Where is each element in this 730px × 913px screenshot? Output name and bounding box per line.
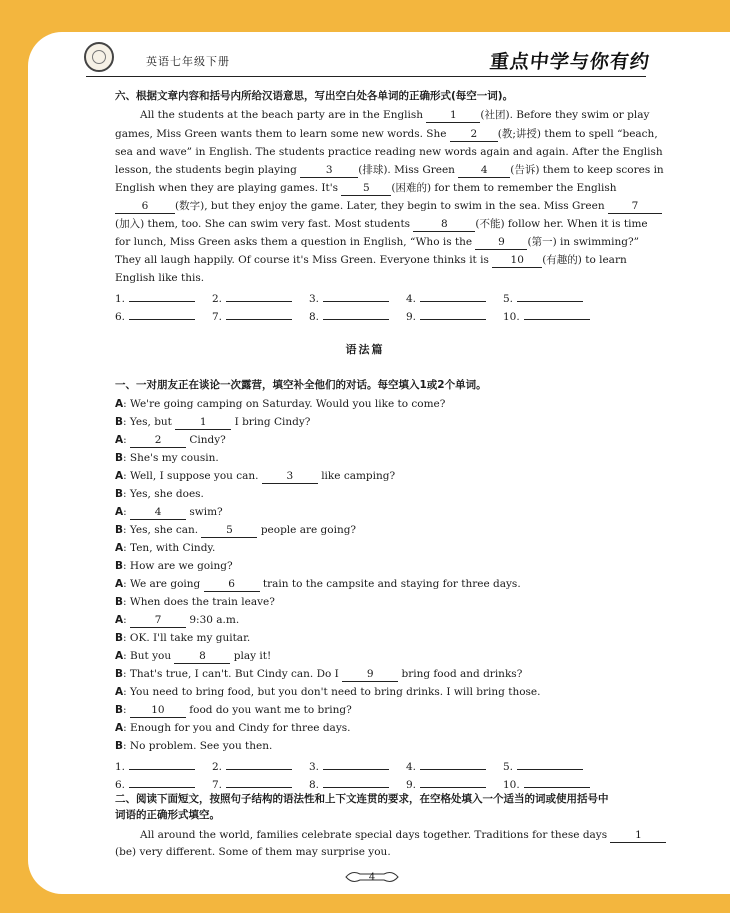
dialog-line-14 (115, 631, 655, 646)
dialog-text: You need to bring food, but you don't need to bring drinks. I will bring those. (130, 686, 541, 698)
speaker-label: A (115, 470, 124, 482)
dialog-text: like camping? (317, 470, 396, 482)
speaker-label: A (115, 578, 124, 590)
dialog-blank-8[interactable]: 8 (174, 650, 230, 664)
speaker-label: B (115, 632, 124, 644)
speaker-label: B (115, 560, 124, 572)
dialog-text: Enough for you and Cindy for three days. (130, 722, 351, 734)
speaker-label: A (115, 614, 124, 626)
section6-line-4 (115, 163, 664, 178)
speaker-colon: : (123, 650, 131, 662)
dialog-line-4 (115, 451, 655, 466)
dialog-text: How are we going? (129, 560, 233, 572)
dialog-line-16 (115, 667, 655, 682)
answer-slot (406, 307, 486, 323)
dialog-text: Yes, but (129, 416, 176, 428)
answer-slot (309, 757, 389, 773)
answer-blank[interactable] (323, 775, 389, 788)
answer-slot (309, 289, 389, 305)
speaker-colon: : (123, 470, 131, 482)
dialog-text: people are going? (257, 524, 357, 536)
section6-line-8 (115, 235, 655, 250)
answer-number: 6. (115, 779, 126, 791)
answer-blank[interactable] (129, 775, 195, 788)
page-header (86, 44, 651, 77)
speaker-colon: : (123, 416, 130, 428)
dialog-text: I bring Cindy? (231, 416, 311, 428)
section6-title: 六、根据文章内容和括号内所给汉语意思，写出空白处各单词的正确形式(每空一词)。 (115, 90, 514, 102)
dialog-text: swim? (186, 506, 223, 518)
passage-text: (教;讲授) them to spell “beach, (497, 128, 658, 140)
answer-slot (115, 307, 195, 323)
dialog-blank-2[interactable]: 2 (130, 434, 186, 448)
speaker-label: B (115, 524, 124, 536)
answer-blank[interactable] (226, 757, 292, 770)
answer-number: 10. (503, 311, 520, 323)
section6-line-3 (115, 145, 663, 160)
answer-slot (503, 307, 590, 323)
answer-number: 2. (212, 293, 223, 305)
section6-answer-row-1 (115, 289, 675, 304)
answer-number: 9. (406, 311, 417, 323)
passage-text: (社团). Before they swim or play (480, 109, 650, 121)
dialog-line-13 (115, 613, 655, 628)
dialog-text: Yes, she can. (129, 524, 202, 536)
dialog-blank-4[interactable]: 4 (130, 506, 186, 520)
dialog-blank-5[interactable]: 5 (201, 524, 257, 538)
speaker-colon: : (123, 578, 131, 590)
grammar-q2-title-line1: 二、阅读下面短文，按照句子结构的语法性和上下文连贯的要求，在空格处填入一个适当的词或使用括号中 (115, 793, 609, 805)
answer-number: 2. (212, 761, 223, 773)
passage-text: (第一) in swimming?” (527, 236, 639, 248)
speaker-label: B (115, 452, 124, 464)
passage-text: English when they are playing games. It's (115, 182, 342, 194)
answer-slot (406, 289, 486, 305)
dialog-line-2 (115, 415, 655, 430)
speaker-label: A (115, 542, 124, 554)
dialog-blank-7[interactable]: 7 (130, 614, 186, 628)
dialog-line-10 (115, 559, 655, 574)
passage-text: (有趣的) to learn (542, 254, 627, 266)
page-number-badge (342, 868, 402, 886)
speaker-label: A (115, 434, 124, 446)
section6-blank-6[interactable]: 6 (115, 200, 175, 214)
speaker-colon: : (123, 506, 131, 518)
section6-blank-2[interactable]: 2 (450, 128, 498, 142)
dialog-blank-6[interactable]: 6 (204, 578, 260, 592)
dialog-line-6 (115, 487, 655, 502)
answer-number: 7. (212, 779, 223, 791)
answer-slot (115, 289, 195, 305)
section6-blank-1[interactable]: 1 (426, 109, 480, 123)
answer-blank[interactable] (420, 307, 486, 320)
dialog-text: Cindy? (186, 434, 226, 446)
speaker-colon: : (123, 398, 131, 410)
section6-line-5 (115, 181, 655, 196)
answer-slot (115, 757, 195, 773)
answer-slot (406, 757, 486, 773)
answer-slot (309, 307, 389, 323)
dialog-line-12 (115, 595, 655, 610)
answer-slot (503, 757, 583, 773)
speaker-colon: : (123, 686, 131, 698)
answer-slot (212, 757, 292, 773)
passage-text: games, Miss Green wants them to learn some new words. She (115, 128, 450, 140)
dialog-text: bring food and drinks? (398, 668, 523, 680)
page-number: 4 (368, 871, 376, 883)
speaker-colon: : (123, 542, 131, 554)
speaker-label: B (115, 488, 124, 500)
answer-blank[interactable] (517, 289, 583, 302)
dialog-text: She's my cousin. (129, 452, 219, 464)
answer-number: 4. (406, 761, 417, 773)
book-title: 英语七年级下册 (146, 55, 230, 68)
dialog-text: We are going (130, 578, 204, 590)
dialog-text: play it! (230, 650, 272, 662)
speaker-label: B (115, 416, 124, 428)
answer-number: 3. (309, 761, 320, 773)
section6-blank-3[interactable]: 3 (300, 164, 358, 178)
dialog-line-1 (115, 397, 655, 412)
speaker-label: A (115, 722, 124, 734)
passage-text: (数字), but they enjoy the game. Later, they begin to swim in the sea. Miss Green (175, 200, 608, 212)
dialog-text: OK. I'll take my guitar. (129, 632, 251, 644)
section6-line-10 (115, 271, 655, 286)
answer-blank[interactable] (323, 757, 389, 770)
dialog-line-9 (115, 541, 655, 556)
answer-number: 4. (406, 293, 417, 305)
grammar-q2-title-line2: 词语的正确形式填空。 (115, 809, 220, 821)
answer-number: 1. (115, 761, 126, 773)
answer-blank[interactable] (420, 289, 486, 302)
passage-text: All the students at the beach party are in the English (140, 109, 427, 121)
dialog-text: Well, I suppose you can. (130, 470, 262, 482)
dialog-blank-1[interactable]: 1 (175, 416, 231, 430)
dialog-text: train to the campsite and staying for three days. (259, 578, 521, 590)
answer-number: 7. (212, 311, 223, 323)
answer-slot (115, 775, 195, 791)
answer-blank[interactable] (517, 757, 583, 770)
speaker-colon: : (123, 596, 130, 608)
grammar-q1-title: 一、一对朋友正在谈论一次露营，填空补全他们的对话。每空填入1或2个单词。 (115, 379, 487, 391)
grammar-q2-text: All around the world, families celebrate special days together. Traditions for these days (140, 829, 611, 841)
dialog-line-18 (115, 703, 655, 718)
school-seal-icon (84, 42, 114, 72)
answer-number: 5. (503, 293, 514, 305)
section6-line-7 (115, 217, 655, 232)
answer-blank[interactable] (129, 757, 195, 770)
passage-text: (不能) follow her. When it is time (475, 218, 648, 230)
answer-slot (503, 775, 590, 791)
grammar-q2-blank-1[interactable]: 1 (610, 829, 666, 843)
section6-blank-8[interactable]: 8 (413, 218, 475, 232)
dialog-line-5 (115, 469, 655, 484)
passage-text: (加入) them, too. She can swim very fast. Most students (115, 218, 414, 230)
speaker-colon: : (123, 668, 130, 680)
speaker-label: A (115, 506, 124, 518)
dialog-line-8 (115, 523, 655, 538)
dialog-blank-9[interactable]: 9 (342, 668, 398, 682)
dialog-line-20 (115, 739, 655, 754)
dialog-text: No problem. See you then. (129, 740, 273, 752)
passage-text: sea and wave” in English. The students practice reading new words again and again. After the English (115, 146, 663, 158)
section6-line-6 (115, 199, 655, 214)
brand-title: 重点中学与你有约 (488, 51, 651, 73)
dialog-text: We're going camping on Saturday. Would you like to come? (130, 398, 446, 410)
section6-blank-10[interactable]: 10 (492, 254, 542, 268)
speaker-label: B (115, 704, 124, 716)
section6-answer-row-2 (115, 307, 675, 322)
speaker-label: A (115, 650, 124, 662)
speaker-label: B (115, 740, 124, 752)
answer-blank[interactable] (420, 757, 486, 770)
speaker-colon: : (123, 740, 130, 752)
passage-text: (告诉) them to keep scores in (510, 164, 664, 176)
grammar-q2-line1 (140, 828, 680, 843)
answer-number: 6. (115, 311, 126, 323)
dialog-line-3 (115, 433, 655, 448)
answer-number: 3. (309, 293, 320, 305)
answer-blank[interactable] (524, 307, 590, 320)
speaker-label: A (115, 686, 124, 698)
answer-blank[interactable] (226, 307, 292, 320)
dialog-text: That's true, I can't. But Cindy can. Do I (129, 668, 343, 680)
grammar-answer-row-2 (115, 775, 675, 790)
passage-text: They all laugh happily. Of course it's Miss Green. Everyone thinks it is (115, 254, 493, 266)
answer-blank[interactable] (129, 307, 195, 320)
speaker-label: B (115, 596, 124, 608)
speaker-colon: : (123, 560, 130, 572)
section6-line-9 (115, 253, 655, 268)
dialog-line-11 (115, 577, 655, 592)
answer-blank[interactable] (524, 775, 590, 788)
section6-blank-5[interactable]: 5 (341, 182, 391, 196)
answer-number: 10. (503, 779, 520, 791)
speaker-colon: : (123, 452, 130, 464)
section6-blank-4[interactable]: 4 (458, 164, 510, 178)
speaker-label: A (115, 398, 124, 410)
grammar-answer-row-1 (115, 757, 675, 772)
passage-text: (困难的) for them to remember the English (391, 182, 617, 194)
answer-number: 5. (503, 761, 514, 773)
answer-number: 8. (309, 311, 320, 323)
section6-blank-9[interactable]: 9 (475, 236, 527, 250)
answer-blank[interactable] (129, 289, 195, 302)
answer-slot (212, 775, 292, 791)
answer-blank[interactable] (420, 775, 486, 788)
dialog-blank-10[interactable]: 10 (130, 704, 186, 718)
dialog-text: Ten, with Cindy. (130, 542, 216, 554)
grammar-q2-line2: (be) very different. Some of them may surprise you. (115, 846, 391, 858)
answer-number: 8. (309, 779, 320, 791)
speaker-colon: : (123, 434, 131, 446)
dialog-line-19 (115, 721, 655, 736)
speaker-colon: : (123, 704, 130, 716)
section6-blank-7[interactable]: 7 (608, 200, 662, 214)
answer-blank[interactable] (323, 307, 389, 320)
answer-slot (212, 289, 292, 305)
speaker-colon: : (123, 488, 130, 500)
dialog-text: Yes, she does. (129, 488, 204, 500)
speaker-label: B (115, 668, 124, 680)
answer-slot (212, 307, 292, 323)
answer-slot (503, 289, 583, 305)
grammar-section-title: 语法篇 (345, 343, 385, 356)
speaker-colon: : (123, 632, 130, 644)
dialog-text: food do you want me to bring? (185, 704, 352, 716)
dialog-text: When does the train leave? (129, 596, 275, 608)
dialog-line-17 (115, 685, 655, 700)
dialog-line-7 (115, 505, 655, 520)
passage-text: (排球). Miss Green (358, 164, 459, 176)
answer-slot (309, 775, 389, 791)
answer-number: 9. (406, 779, 417, 791)
passage-text: for lunch, Miss Green asks them a question in English, “Who is the (115, 236, 476, 248)
answer-slot (406, 775, 486, 791)
dialog-blank-3[interactable]: 3 (262, 470, 318, 484)
speaker-colon: : (123, 524, 130, 536)
passage-text: lesson, the students begin playing (115, 164, 301, 176)
section6-line-1 (140, 108, 680, 123)
speaker-colon: : (123, 722, 131, 734)
answer-blank[interactable] (323, 289, 389, 302)
dialog-text: 9:30 a.m. (186, 614, 240, 626)
section6-line-2 (115, 127, 658, 142)
answer-blank[interactable] (226, 775, 292, 788)
answer-number: 1. (115, 293, 126, 305)
answer-blank[interactable] (226, 289, 292, 302)
dialog-text: But you (130, 650, 175, 662)
passage-text: English like this. (115, 272, 205, 284)
dialog-line-15 (115, 649, 655, 664)
speaker-colon: : (123, 614, 131, 626)
